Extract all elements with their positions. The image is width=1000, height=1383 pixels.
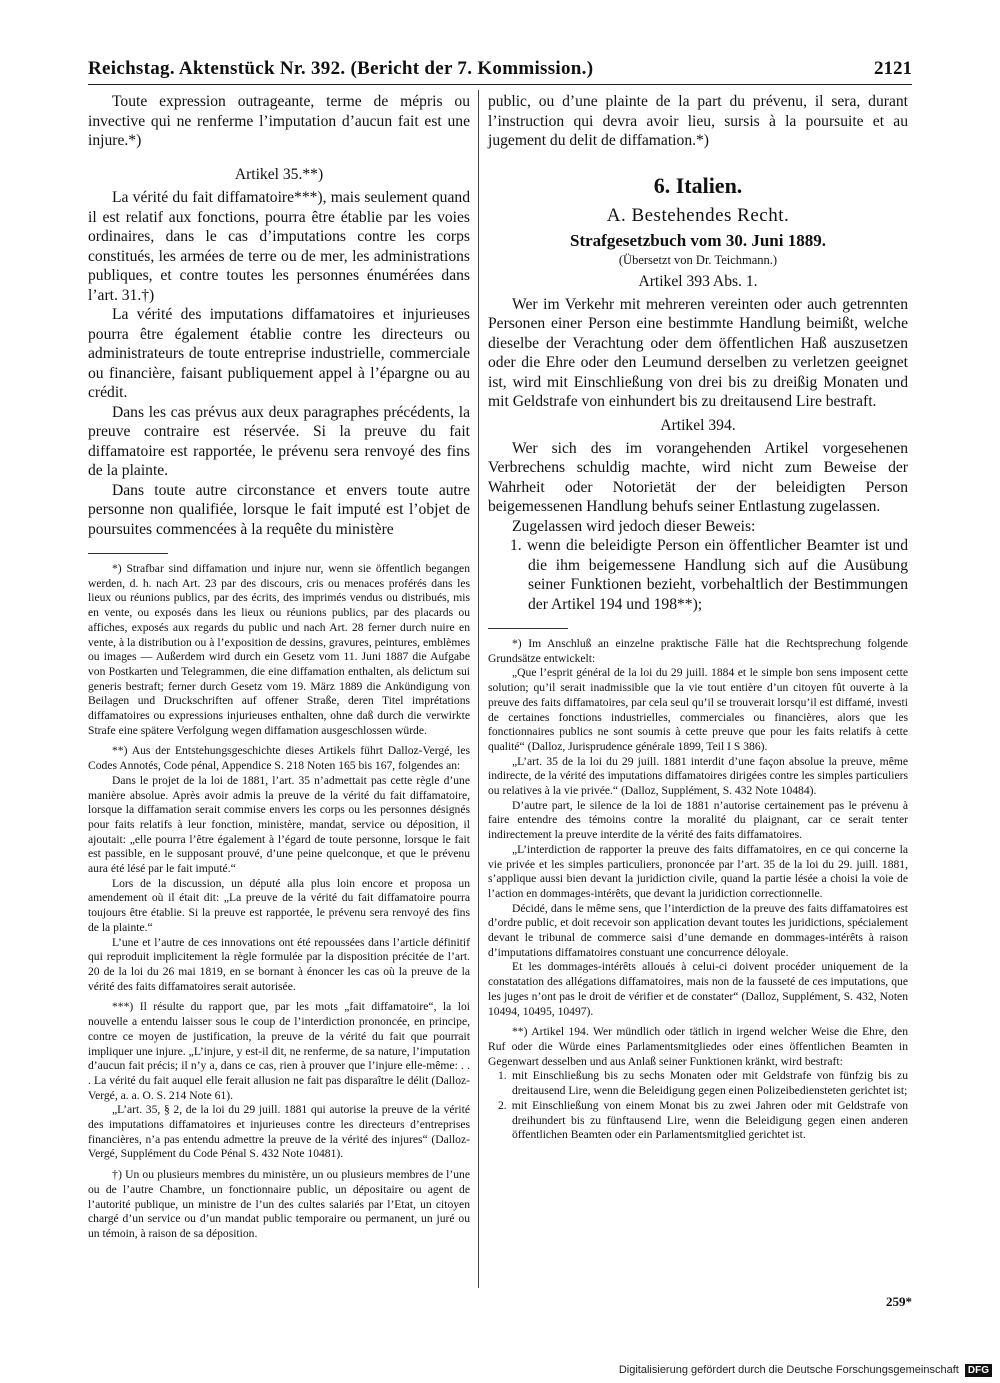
article-heading: Artikel 394. <box>660 416 736 434</box>
translator-note: (Übersetzt von Dr. Teichmann.) <box>618 252 778 267</box>
footnote: ***) Il résulte du rapport que, par les mots „fait diffamatoire“, la loi nouvelle a entendu laisser sous le coup de l’interdiction prononcée, en principe, contre ce moyen de justification, la preuve de la vérité du fait que pourrait impliquer une injure. „L’injure, y est-il dit, ne renferme, de sa nature, l’imputation d’aucun fait précis; il n’y a, dans ce cas, rien à prouver que l’injure elle-même: . . . La vérité du fait auquel elle ferait allusion ne fait pas disparaître le délit (Dalloz-Vergé, a. a. O. S. 214 Note 61). <box>88 1000 470 1102</box>
paragraph: Dans toute autre circonstance et envers toute autre personne non qualifiée, lorsque le fait imputé est l’objet de poursuites commencées à la requête du ministère <box>88 481 470 538</box>
list-item: 1. mit Einschließung bis zu sechs Monaten oder mit Geldstrafe von fünfzig bis zu dreitausend Lire, wenn die Beleidigung gegen einen Polizeibediensteten gerichtet ist; <box>498 1069 908 1098</box>
list-item: 2. mit Einschließung von einem Monat bis zu zwei Jahren oder mit Geldstrafe von dreihundert bis zu fünftausend Lire, wenn die Beleidigung gegen einen anderen öffentlichen Beamten oder ein Parlamentsmitglied gerichtet ist. <box>498 1098 908 1142</box>
list-item: 1. wenn die beleidigte Person ein öffentlicher Beamter ist und die ihm beigemessene Handlung sich auf die Ausübung seiner Funktionen bezieht, vorbehaltlich der Bestimmungen der Artikel 194 und 198**); <box>510 537 908 613</box>
footnote-text: Décidé, dans le même sens, que l’interdiction de la preuve des faits diffamatoires est d’ordre public, et doit recevoir son application devant toutes les juridictions, spécialement devant le tribunal de commerce saisi d’une demande en dommages-intérêts à raison d’imputations diffamatoires constuant une concurrence déloyale. <box>488 901 908 959</box>
footnote-text: „Que l’esprit général de la loi du 29 juill. 1884 et le simple bon sens imposent cette solution; qu’il serait inadmissible que la vie tout entière d’un citoyen fût ouverte à la preuve des faits diffamatoires, par cela seul qu’il se trouverait lorsqu’il est diffamé, investi de certaines fonctions industrielles, commerciales ou financières, alors que les fonctionnaires publics ne sont soumis à cette preuve que pour les faits relatifs à cette qualité“ (Dalloz, Jurisprudence générale 1899, Teil I S 386). <box>488 666 908 753</box>
paragraph: public, ou d’une plainte de la part du prévenu, il sera, durant l’instruction qui devra avoir lieu, sursis à la poursuite et au jugement du delit de diffamation.*) <box>488 93 908 149</box>
footnote-text: D’autre part, le silence de la loi de 1881 n’autorise certainement pas le prévenu à faire entendre des témoins contre la moralité du plaignant, car ce serait tenter indirectement la preuve interdite de la vérité des faits diffamatoires. <box>488 798 908 842</box>
article-heading: Artikel 35.**) <box>234 165 324 183</box>
law-title: Strafgesetzbuch vom 30. Juni 1889. <box>570 230 826 250</box>
page-header <box>88 58 912 85</box>
left-column <box>88 92 470 1242</box>
running-title: Reichstag. Aktenstück Nr. 392. (Bericht der 7. Kommission.) <box>88 58 594 79</box>
paragraph: La vérité du fait diffamatoire***), mais seulement quand il est relatif aux fonctions, pourra être établie par les voies ordinaires, dans le cas d’imputations contre les corps constitués, les armées de terre ou de mer, les administrations publiques, et contre toutes les personnes énumérées dans l’art. 31.†) <box>88 189 470 304</box>
paragraph: Zugelassen wird jedoch dieser Beweis: <box>512 517 756 535</box>
footnote-text: „L’art. 35, § 2, de la loi du 29 juill. 1881 qui autorise la preuve de la vérité des imputations diffamatoires et injurieuses contre les directeurs d’entreprises financières, n’a pas entendu admettre la preuve de la vérité des injures“ (Dalloz-Vergé, Supplément du Code Pénal S. 432 Note 10481). <box>88 1103 470 1161</box>
paragraph: Toute expression outrageante, terme de mépris ou invective qui ne renferme l’imputation d’aucun fait est une injure.*) <box>88 93 470 149</box>
footnote-text: Lors de la discussion, un député alla plus loin encore et proposa un amendement où il était dit: „La preuve de la vérité du fait diffamatoire pourra toujours être établie. Si la preuve est rapportée, le prévenu sera renvoyé des fins de la plainte.“ <box>88 876 470 934</box>
footnote-text: Dans le projet de la loi de 1881, l’art. 35 n’admettait pas cette règle d’une manière absolue. Après avoir admis la preuve de la vérité du fait diffamatoire, lorsque la diffamation serait commise envers les corps ou les personnes désignés pour faits relatifs à leur fonction, ministère, mandat, service ou déposition, il ajoutait: „elle pourra l’être également à l’égard de toute personne, lorsque le fait est passible, en le supposant prouvé, d’une peine quelconque, et que le prévenu aura été lésé par le fait imputé.“ <box>88 773 470 876</box>
footnote: *) Im Anschluß an einzelne praktische Fälle hat die Rechtsprechung folgende Grundsätze entwickelt: <box>488 637 908 665</box>
footnote-separator <box>488 628 568 629</box>
paragraph: Wer im Verkehr mit mehreren vereinten oder auch getrennten Personen einer Person eine bestimmte Handlung beimißt, welche dieselbe der Verachtung oder dem öffentlichen Haß auszusetzen oder die Ehre oder den Leumund derselben zu verletzen geeignet ist, wird mit Einschließung von drei bis zu dreißig Monaten und mit Geldstrafe von einhundert bis zu dreitausend Lire bestraft. <box>488 295 908 410</box>
footnote: **) Artikel 194. Wer mündlich oder tätlich in irgend welcher Weise die Ehre, den Ruf oder die Würde eines Parlamentsmitgliedes oder eines öffentlichen Beamten in Gegenwart desselben und aus Anlaß seiner Funktionen kränkt, wird bestraft: <box>488 1025 908 1068</box>
article-heading: Artikel 393 Abs. 1. <box>638 272 758 290</box>
column-divider <box>478 90 479 1288</box>
footnote: †) Un ou plusieurs membres du ministère, un ou plusieurs membres de l’une ou de l’autre Chambre, un fonctionnaire public, un dépositaire ou agent de l’autorité publique, un ministre de l’un des cultes salariés par l’Etat, un citoyen chargé d’un service ou d’un mandat public temporaire ou permanent, un juré ou un témoin, à raison de sa déposition. <box>88 1168 470 1240</box>
printer-signature: 259* <box>886 1294 912 1309</box>
footer-text: Digitalisierung gefördert durch die Deutsche Forschungsgemeinschaft <box>618 1364 959 1376</box>
footnote-text: Et les dommages-intérêts alloués à celui-ci doivent procéder uniquement de la constatation des allégations diffamatoires, mais non de la fausseté de ces imputations, que les juges n’ont pas le droit de vérifier et de constater“ (Dalloz, Supplément, S. 432, Noten 10494, 10495, 10497). <box>488 960 908 1018</box>
paragraph: Wer sich des im vorangehenden Artikel vorgesehenen Verbrechens schuldig machte, wird nicht zum Beweise der Wahrheit oder Notorietät der der beleidigten Person beigemessenen Handlung behufs seiner Entlastung zugelassen. <box>488 439 908 515</box>
footnote-text: L’une et l’autre de ces innovations ont été repoussées dans l’article définitif qui reproduit implicitement la règle formulée par la disposition précitée de l’art. 20 de la loi du 26 mai 1819, en se bornant à énoncer les cas où la preuve de la vérité des faits diffamatoires serait autorisée. <box>88 935 470 993</box>
section-heading: 6. Italien. <box>653 172 743 198</box>
footnote-text: „L’art. 35 de la loi du 29 juill. 1881 interdit d’une façon absolue la preuve, même indirecte, de la vérité des imputations diffamatoires dirigées contre les simples particuliers ou relatives à la vie privée.“ (Dalloz, Supplément, S. 432 Note 10484). <box>488 754 908 798</box>
footnote-text: „L’interdiction de rapporter la preuve des faits diffamatoires, en ce qui concerne la vie privée et les simples particuliers, prononcée par l’art. 35 de la loi du 29. juill. 1881, s’applique aussi bien devant la juridiction civile, quand la partie lésée a choisi la voie de l’action en dommages-intérêts, que devant la juridiction correctionnelle. <box>488 842 908 900</box>
dfg-logo: DFG <box>965 1364 992 1377</box>
right-column <box>488 92 908 1143</box>
footnote: **) Aus der Entstehungsgeschichte dieses Artikels führt Dalloz-Vergé, les Codes Annotés, Code pénal, Appendice S. 218 Noten 165 bis 167, folgendes an: <box>88 744 470 773</box>
footer-credit <box>619 1364 992 1377</box>
paragraph: Dans les cas prévus aux deux paragraphes précédents, la preuve contraire est réservée. Si la preuve du fait diffamatoire est rapportée, le prévenu sera renvoyé des fins de la plainte. <box>88 403 470 479</box>
footnote-separator <box>88 553 168 554</box>
footnote: *) Strafbar sind diffamation und injure nur, wenn sie öffentlich begangen werden, d. h. nach Art. 23 par des discours, cris ou menaces proférés dans les lieux ou réunions publics, par des écrits, des imprimés vendus ou distribués, mis en vente, ou exposés dans les lieux ou réunions publics, par des placards ou affiches, exposés aux regards du public und nach Art. 28 ferner durch nuire en vente, à la distribution ou à l’exposition de dessins, gravures, peintures, emblèmes ou images — Außerdem wird durch ein Gesetz vom 11. Juni 1887 die Aufgabe von Postkarten und Telegrammen, die eine diffamation enthalten, als delictum sui generis bestraft; ferner durch Gesetz vom 19. März 1889 die Ankündigung von Beilagen und Druckschriften auf offener Straße, deren Titel imprétations diffamatoires ou expressions injurieuses enthalten, ohne daß durch die verwirkte Strafe eine spätere Verfolgung wegen diffamation ausgeschlossen würde. <box>88 562 470 737</box>
paragraph: La vérité des imputations diffamatoires et injurieuses pourra être également établie contre les directeurs ou administrateurs de toute entreprise industrielle, commerciale ou financière, faisant publiquement appel à l’épargne ou au crédit. <box>88 306 470 401</box>
subsection-heading: A. Bestehendes Recht. <box>606 204 790 226</box>
page-number: 2121 <box>874 58 912 79</box>
